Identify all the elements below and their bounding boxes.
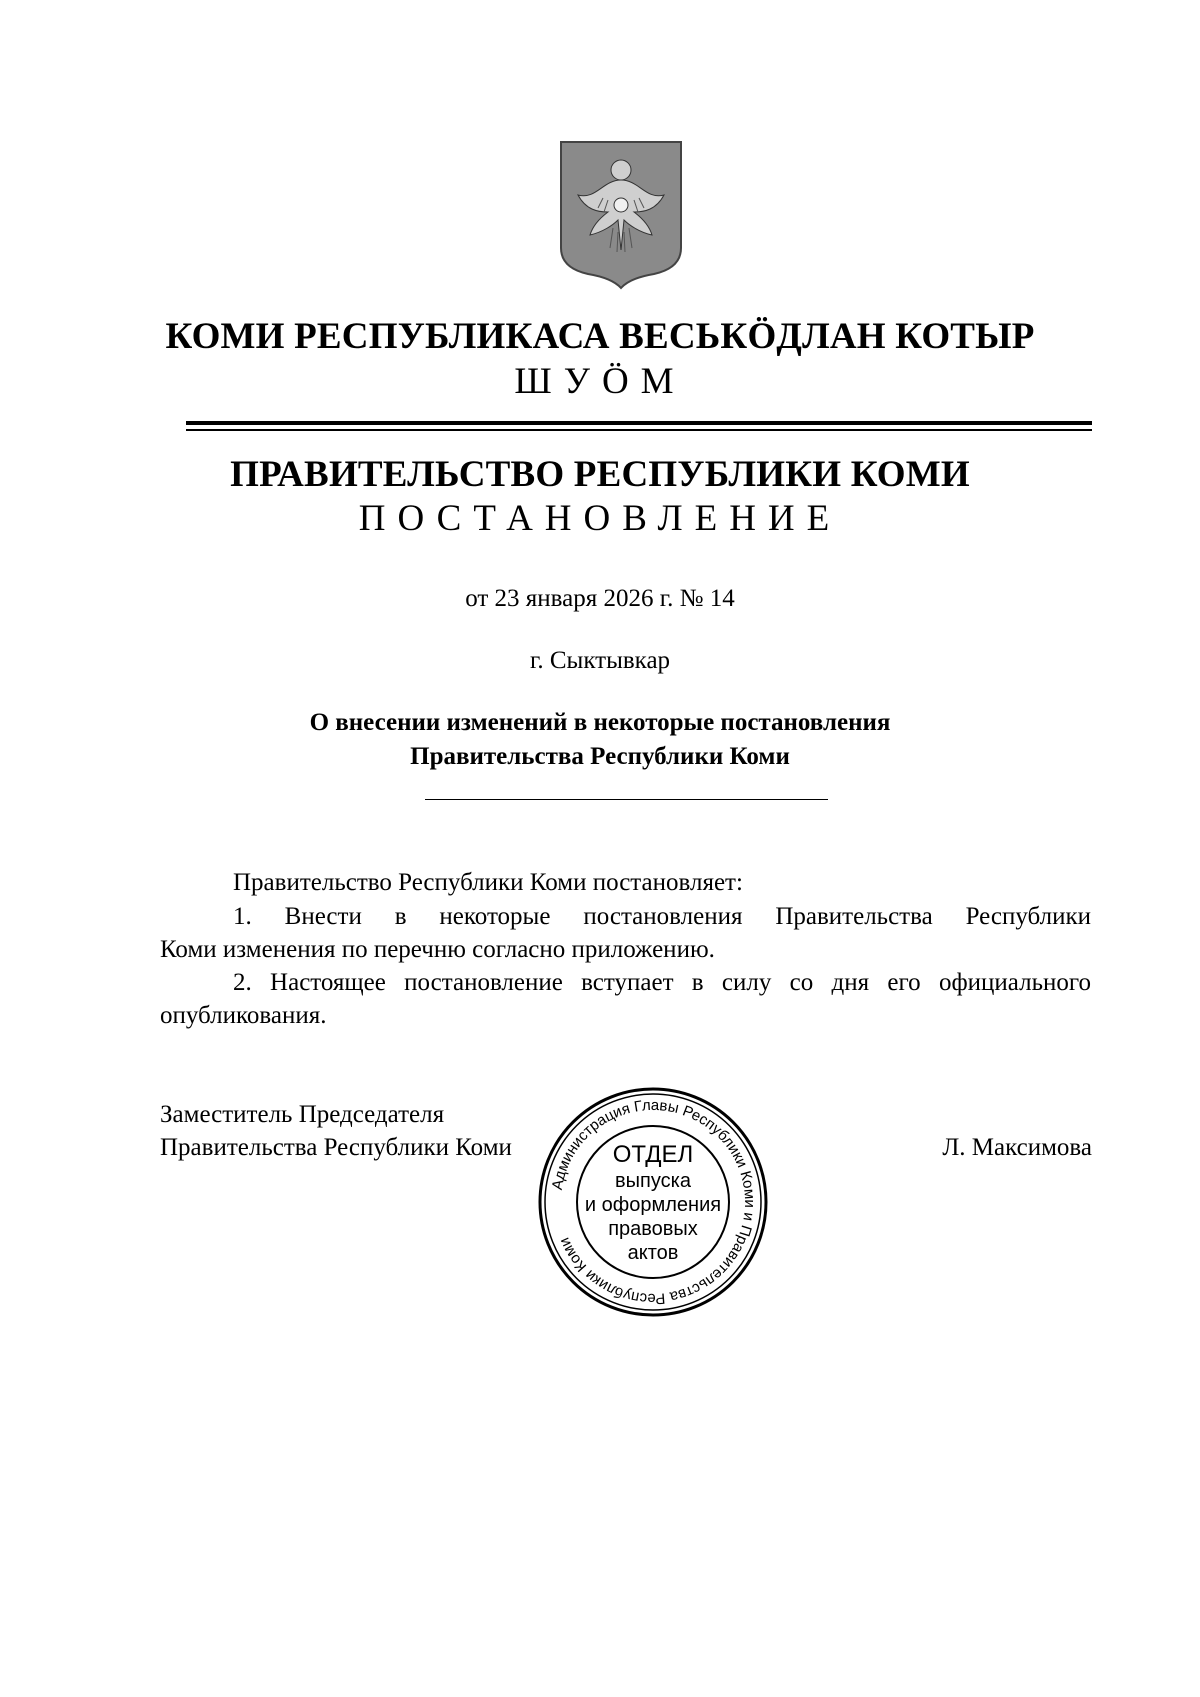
stamp-center-line-4: правовых — [608, 1218, 698, 1240]
signatory-position-line-1: Заместитель Председателя — [160, 1101, 445, 1128]
item-1-line-2: Коми изменения по перечню согласно приложению. — [160, 936, 715, 963]
komi-document-type: ШУӦМ — [514, 361, 686, 402]
document-date-number: от 23 января 2026 г. № 14 — [465, 585, 735, 612]
stamp-ring-text: Администрация Главы Республики Коми и Правительства Республики Коми — [548, 1096, 759, 1308]
official-stamp — [536, 1085, 770, 1319]
document-title-line-1: О внесении изменений в некоторые постановления — [309, 709, 891, 736]
title-underline — [425, 799, 828, 800]
coat-of-arms-icon — [558, 140, 684, 290]
item-2-line-1: 2. Настоящее постановление вступает в силу со дня его официального — [233, 969, 1091, 996]
item-1-line-1: 1. Внести в некоторые постановления Правительства Республики — [233, 903, 1091, 930]
stamp-center-line-1: ОТДЕЛ — [612, 1141, 694, 1168]
item-2-line-2: опубликования. — [160, 1002, 327, 1029]
header-rule-thin — [186, 429, 1092, 431]
signatory-position-line-2: Правительства Республики Коми — [160, 1134, 512, 1161]
russian-document-type: ПОСТАНОВЛЕНИЕ — [358, 498, 842, 539]
stamp-center-line-5: актов — [627, 1242, 679, 1264]
signatory-name: Л. Максимова — [942, 1134, 1092, 1161]
stamp-center-line-3: и оформления — [584, 1194, 722, 1216]
header-rule-thick — [186, 421, 1092, 425]
stamp-center-line-2: выпуска — [615, 1170, 691, 1192]
document-city: г. Сыктывкар — [529, 647, 671, 674]
preamble: Правительство Республики Коми постановляет: — [233, 869, 743, 896]
russian-government-title: ПРАВИТЕЛЬСТВО РЕСПУБЛИКИ КОМИ — [230, 454, 970, 495]
document-title-line-2: Правительства Республики Коми — [410, 743, 790, 770]
komi-government-title: КОМИ РЕСПУБЛИКАСА ВЕСЬКӦДЛАН КОТЫР — [165, 316, 1035, 357]
